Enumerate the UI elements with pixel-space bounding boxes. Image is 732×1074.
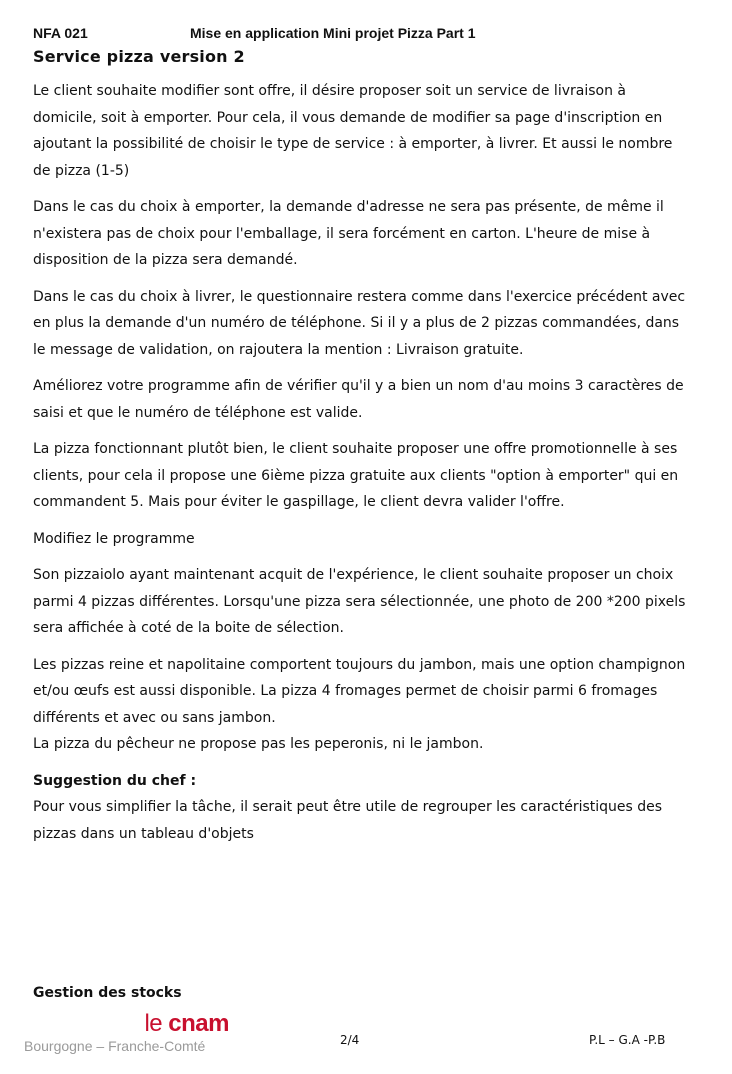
page-number: 2/4 — [340, 1033, 360, 1047]
author-initials: P.L – G.A -P.B — [589, 1033, 666, 1047]
section-title: Service pizza version 2 — [33, 47, 245, 66]
paragraph-takeaway: Dans le cas du choix à emporter, la demande d'adresse ne sera pas présente, de même il n'existera pas de choix pour l'emballage, il sera forcément en carton. L'heure de mise à disposition de la pizza sera demandé. — [33, 199, 664, 268]
logo-wordmark — [144, 1010, 229, 1038]
suggestion-text: Pour vous simplifier la tâche, il serait peut être utile de regrouper les caractéristiques des pizzas dans un tableau d'objets — [33, 799, 663, 842]
paragraph-promotion: La pizza fonctionnant plutôt bien, le client souhaite proposer une offre promotionnelle à ses clients, pour cela il propose une 6ième pizza gratuite aux clients "option à emporter" qui en commandent 5. Mais pour éviter le gaspillage, le client devra valider l'offre. — [33, 441, 679, 510]
logo-prefix: le — [144, 1010, 169, 1037]
paragraph-pizza-options: Les pizzas reine et napolitaine comportent toujours du jambon, mais une option champignon et/ou œufs est aussi disponible. La pizza 4 fromages permet de choisir parmi 6 fromages différents et avec ou sans jambon. — [33, 656, 686, 726]
suggestion-title: Suggestion du chef : — [33, 772, 197, 789]
document-title: Mise en application Mini projet Pizza Part 1 — [190, 25, 476, 41]
course-code: NFA 021 — [33, 25, 88, 41]
paragraph-service-type: Le client souhaite modifier sont offre, il désire proposer soit un service de livraison à domicile, soit à emporter. Pour cela, il vous demande de modifier sa page d'inscription en ajoutant la possibilité de choisir le type de service : à emporter, à livrer. Et aussi le nombre de pizza (1-5) — [33, 83, 673, 179]
stock-management-title: Gestion des stocks — [33, 985, 182, 1001]
logo-bold: cnam — [168, 1010, 229, 1037]
paragraph-pizza-choice: Son pizzaiolo ayant maintenant acquit de l'expérience, le client souhaite proposer un choix parmi 4 pizzas différentes. Lorsqu'une pizza sera sélectionnée, une photo de 200 *200 pixels sera affichée à coté de la boite de sélection. — [33, 567, 686, 636]
paragraph-validation: Améliorez votre programme afin de vérifier qu'il y a bien un nom d'au moins 3 caractères de saisi et que le numéro de téléphone est valide. — [33, 378, 684, 421]
logo-region: Bourgogne – Franche-Comté — [24, 1038, 206, 1054]
cnam-logo — [24, 1010, 234, 1060]
document-body — [33, 78, 693, 857]
paragraph-delivery: Dans le cas du choix à livrer, le questionnaire restera comme dans l'exercice précédent avec en plus la demande d'un numéro de téléphone. Si il y a plus de 2 pizzas commandées, dans le message de validation, on rajoutera la mention : Livraison gratuite. — [33, 288, 686, 358]
paragraph-fisherman-pizza: La pizza du pêcheur ne propose pas les peperonis, ni le jambon. — [33, 736, 484, 752]
paragraph-modify-program: Modifiez le programme — [33, 530, 195, 547]
